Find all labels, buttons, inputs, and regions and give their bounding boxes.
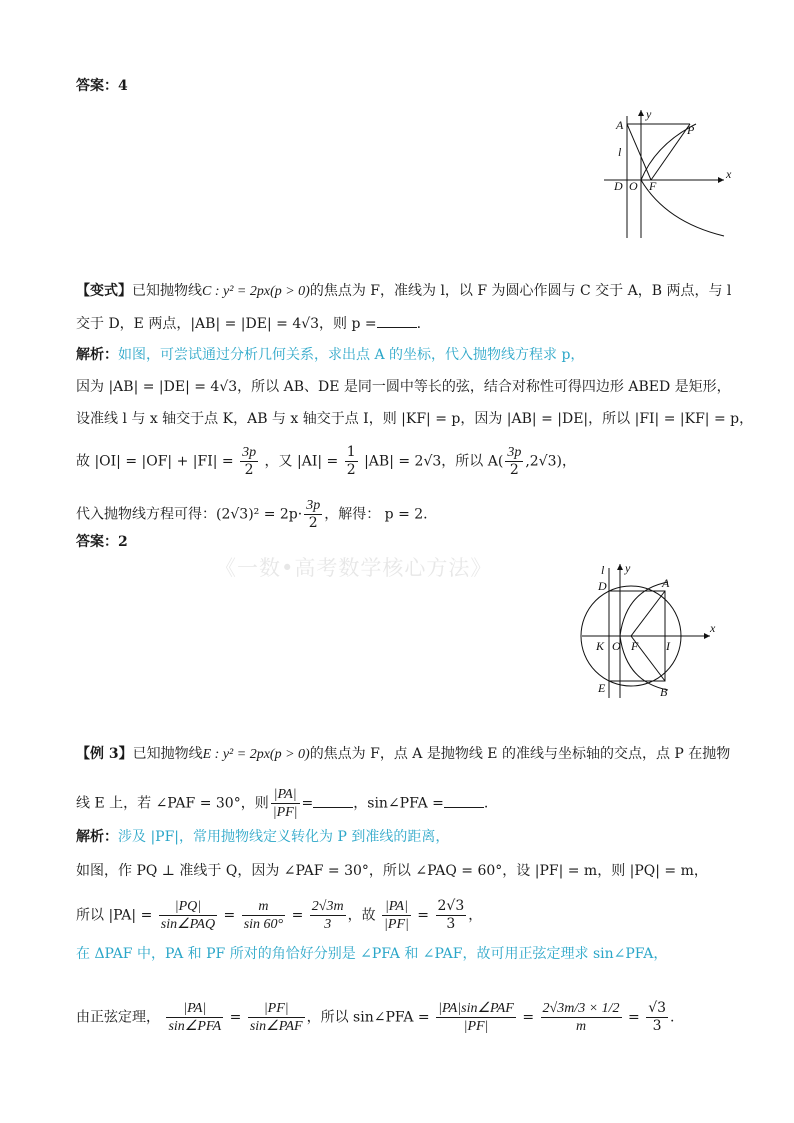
circle-parabola-figure bbox=[578, 560, 718, 702]
label-A: A bbox=[662, 576, 670, 590]
fraction: $\frac{1}{2}$ bbox=[346, 444, 356, 478]
fraction: $\frac{|PA|}{|PF|}$ bbox=[384, 899, 409, 932]
answer-blank-1[interactable] bbox=[313, 795, 353, 808]
parabola-upper bbox=[620, 582, 668, 636]
fraction: $\frac{|PA|}{|PF|}$ bbox=[272, 787, 298, 820]
segment-AF bbox=[627, 124, 651, 180]
analysis-1-step-4: 代入抛物线方程可得：(2√3)² = 2p· $\frac{3p}{2}$ ，解得： p = 2. bbox=[76, 498, 428, 531]
analysis-1-step-1: 因为 |AB| = |DE| = 4√3，所以 AB、DE 是同一圆中等长的弦，结合对称性可得四边形 ABED 是矩形， bbox=[76, 379, 731, 395]
analysis-1-step-2: 设准线 l 与 x 轴交于点 K，AB 与 x 轴交于点 I，则 |KF| = p，因为 |AB| = |DE|，所以 |FI| = |KF| = p， bbox=[76, 411, 754, 427]
fraction: $\frac{\text{|PA|sin∠PAF}}{|PF|}$ bbox=[438, 1001, 514, 1034]
parabola-figure-1 bbox=[596, 104, 736, 244]
watermark: 《一数•高考数学核心方法》 bbox=[215, 556, 493, 580]
label-x: x bbox=[710, 621, 716, 635]
analysis-2-step-3: 由正弦定理， $\frac{|PA|}{\text{sin∠PFA}}$ = $\frac{|PF|}{\text{sin∠PAF}}$ ，所以 sin∠PFA = $\frac{\text{|PA|sin∠PAF}}{|PF|}$ = $\frac{2√3m/3 \times 1/2}{m}$ = $\frac{√3}{3}$ . bbox=[76, 1000, 675, 1034]
label-O: O bbox=[629, 179, 638, 193]
label-E: E bbox=[598, 681, 606, 695]
fraction: $\frac{|PF|}{\text{sin∠PAF}}$ bbox=[249, 1001, 303, 1034]
variant-line-2: 交于 D，E 两点，|AB| = |DE| = 4√3，则 p = . bbox=[76, 316, 422, 332]
label-P: P bbox=[687, 123, 695, 137]
fraction: $\frac{√3}{3}$ bbox=[648, 1000, 667, 1034]
fraction: $\frac{|PQ|}{\text{sin∠PAQ}}$ bbox=[160, 899, 216, 932]
example-3-line-1: 【例 3】已知抛物线E : y² = 2px(p > 0)的焦点为 F，点 A 是抛物线 E 的准线与坐标轴的交点，点 P 在抛物 bbox=[76, 746, 731, 762]
segment-PF bbox=[651, 124, 690, 180]
label-O: O bbox=[612, 639, 621, 653]
parabola-lower bbox=[620, 636, 668, 690]
label-l: l bbox=[618, 145, 622, 159]
answer-2: 答案：2 bbox=[76, 534, 128, 550]
analysis-1-step-3: 故 |OI| = |OF| + |FI| = $\frac{3p}{2}$ ，又 |AI| = $\frac{1}{2}$ |AB| = 2√3，所以 A( $\frac{3p}{2}$ ,2√3)， bbox=[76, 444, 576, 478]
fraction: $\frac{3p}{2}$ bbox=[306, 498, 321, 531]
answer-blank-2[interactable] bbox=[444, 795, 484, 808]
fraction: $\frac{2√3}{3}$ bbox=[437, 898, 465, 932]
label-y: y bbox=[625, 561, 631, 575]
analysis-2-step-1: 如图，作 PQ ⊥ 准线于 Q，因为 ∠PAF = 30°，所以 ∠PAQ = 60°，设 |PF| = m，则 |PQ| = m， bbox=[76, 863, 708, 879]
fraction: $\frac{2√3m/3 \times 1/2}{m}$ bbox=[542, 1001, 620, 1034]
label-I: I bbox=[666, 639, 670, 653]
label-F: F bbox=[631, 639, 639, 653]
answer-blank[interactable] bbox=[377, 315, 417, 328]
analysis-2-step-2: 所以 |PA| = $\frac{|PQ|}{\text{sin∠PAQ}}$ = $\frac{m}{\sin 60^\circ}$ = $\frac{2√3m}{3}$ ，故 $\frac{|PA|}{|PF|}$ = $\frac{2√3}{3}$ ， bbox=[76, 898, 483, 932]
answer-1: 答案：4 bbox=[76, 78, 128, 94]
label-F: F bbox=[649, 179, 657, 193]
analysis-1-hint: 解析：如图，可尝试通过分析几何关系，求出点 A 的坐标，代入抛物线方程求 p， bbox=[76, 347, 585, 363]
fraction: $\frac{3p}{2}$ bbox=[242, 445, 257, 478]
label-D: D bbox=[598, 579, 607, 593]
example-3-line-2: 线 E 上，若 ∠PAF = 30°，则 $\frac{|PA|}{|PF|}$ = ，sin∠PFA = . bbox=[76, 787, 489, 820]
label-A: A bbox=[616, 118, 624, 132]
label-K: K bbox=[596, 639, 605, 653]
fraction: $\frac{m}{\sin 60^\circ}$ bbox=[243, 899, 284, 932]
label-B: B bbox=[660, 685, 668, 699]
label-D: D bbox=[614, 179, 623, 193]
fraction: $\frac{2√3m}{3}$ bbox=[311, 899, 344, 932]
analysis-2-hint: 解析：涉及 |PF|，常用抛物线定义转化为 P 到准线的距离， bbox=[76, 829, 450, 845]
fraction: $\frac{3p}{2}$ bbox=[507, 445, 522, 478]
variant-line-1: 【变式】已知抛物线C : y² = 2px(p > 0)的焦点为 F，准线为 l，以 F 为圆心作圆与 C 交于 A，B 两点，与 l bbox=[76, 283, 732, 299]
fraction: $\frac{|PA|}{\text{sin∠PFA}}$ bbox=[168, 1001, 222, 1034]
label-x: x bbox=[726, 167, 732, 181]
analysis-2-hint-2: 在 ΔPAF 中，PA 和 PF 所对的角恰好分别是 ∠PFA 和 ∠PAF，故可用正弦定理求 sin∠PFA， bbox=[76, 946, 668, 962]
label-l: l bbox=[601, 563, 605, 577]
label-y: y bbox=[646, 107, 652, 121]
